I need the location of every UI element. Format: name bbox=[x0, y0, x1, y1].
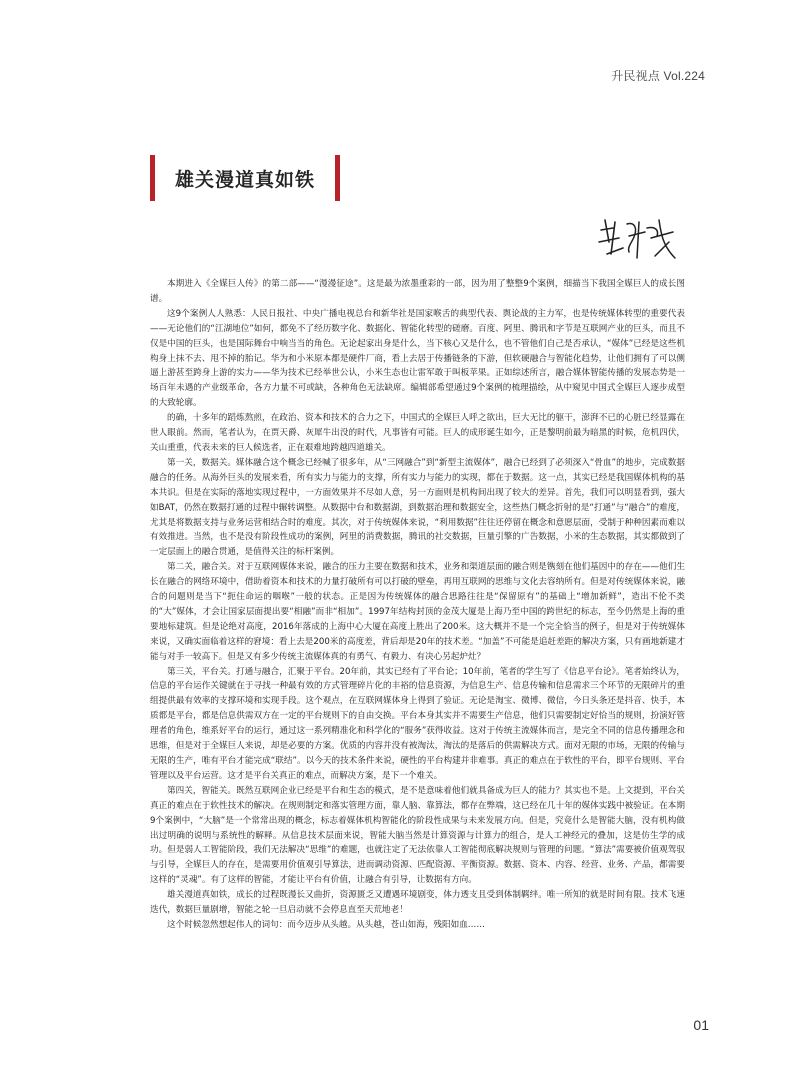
paragraph: 这个时候忽然想起伟人的词句：而今迈步从头越。从头越，苍山如海，残阳如血…… bbox=[167, 919, 485, 930]
article-body bbox=[150, 277, 685, 933]
page-number: 01 bbox=[693, 1017, 709, 1033]
paragraph: 这9个案例人人熟悉：人民日报社、中央广播电视总台和新华社是国家喉舌的典型代表、舆论战的主力军，也是传统媒体转型的重要代表——无论他们的“江湖地位”如何，都免不了经历数字化、数据化、智能化转型的磋磨。百度、阿里、腾讯和字节是互联网产业的巨头，而且不仅是中国的巨头，也是国际舞台中响当当的角色。无论起家出身是什么，当下核心又是什么，也不管他们自己是否承认，“媒体”已经是这些机构身上抹不去、甩不掉的胎记。华为和小米原本都是硬件厂商，看上去居于传播链条的下游，但软硬融合与智能化趋势，让他们拥有了可以侧逼上游甚至跨身上游的实力——华为技术已经举世公认，小米生态也让雷军敢于叫板苹果。正如综述所言，融合媒体智能传播的发展态势是一场百年未遇的产业级革命，各方力量不可或缺，各种角色无法缺席。编辑部希望通过9个案例的梳理描绘，从中窥见中国式全媒巨人逐步成型的大致轮廓。 bbox=[150, 308, 685, 409]
column-volume-header: 升民视点 Vol.224 bbox=[611, 69, 705, 83]
paragraph: 第四关，智能关。既然互联网企业已经是平台和生态的模式，是不是意味着他们就具备成为巨人的能力？其实也不是。上文提到，平台关真正的难点在于软性技术的解决。在规则制定和落实管理方面，靠人脑、靠算法，都存在弊端，这已经在几十年的媒体实践中被验证。在本期9个案例中，“大脑”是一个常常出现的概念，标志着媒体机构智能化的阶段性成果与未来发展方向。但是，究竟什么是智能大脑，没有机构做出过明确的说明与系统性的解释。从信息技术层面来说，智能大脑当然是计算资源与计算力的组合，是人工神经元的叠加，这是仿生学的成功。但是弱人工智能阶段，我们无法解决“思维”的难题，也就注定了无法依靠人工智能彻底解决规则与管理的问题。“算法”需要被价值观驾驭与引导，全媒巨人的存在，是需要用价值观引导算法，进而调动资源、匹配资源、平衡资源。数据、资本、内容、经营、业务、产品，都需要这样的“灵魂”。有了这样的智能，才能让平台有价值，让融合有引导，让数据有方向。 bbox=[150, 785, 685, 886]
paragraph: 雄关漫道真如铁，成长的过程既漫长又曲折，资源匮乏又遭遇环境剧变，体力透支且受到体制羁绊。唯一所知的就是时间有限。技术飞速迭代，数据巨量剧增，智能之轮一旦启动就不会停息直至天荒地老！ bbox=[150, 890, 685, 916]
paragraph: 的确，十多年的蹈炼熬煎，在政治、资本和技术的合力之下，中国式的全媒巨人呼之欲出，巨大无比的躯干，澎湃不已的心脏已经显露在世人眼前。然而，笔者认为，在贾天爵、灰犀牛出没的时代，凡事皆有可能。巨人的成形诞生如今，正是黎明前最为暗黑的时候，危机四伏，关山重重，代表未来的巨人候选者，正在艰难地跨越四道雄关。 bbox=[150, 413, 685, 453]
paragraph: 第一关，数据关。媒体融合这个概念已经喊了很多年，从“三网融合”到“新型主流媒体”，融合已经到了必须深入“骨血”的地步，完成数据融合的任务。从海外巨头的发展来看，所有实力与能力的支撑，所有实力与能力的实现，都在于数据。这一点，其实已经是我国媒体机构的基本共识。但是在实际的落地实现过程中，一方面效果并不尽如人意，另一方面则是机构间出现了较大的差异。首先，我们可以明显看到，强大如BAT，仍然在数据打通的过程中辗转调整。从数据中台和数据湖，到数据治理和数据安全，这些热门概念折射的是“打通”与“融合”的难度，尤其是将数据支持与业务运营相结合时的难度。其次，对于传统媒体来说，“利用数据”往往还停留在概念和意愿层面，受制于种种因素而难以有效推进。当然，也不是没有阶段性成功的案例，阿里的消费数据，腾讯的社交数据，巨量引擎的广告数据，小米的生态数据，其实都做到了一定层面上的融合贯通，是值得关注的标杆案例。 bbox=[150, 457, 685, 558]
paragraph: 本期进入《全媒巨人传》的第二部——“漫漫征途”。这是最为浓墨重彩的一部，因为用了整整9个案例，细描当下我国全媒巨人的成长图谱。 bbox=[150, 279, 685, 304]
author-signature bbox=[593, 208, 683, 268]
paragraph: 第二关，融合关。对于互联网媒体来说，融合的压力主要在数据和技术，业务和渠道层面的融合则是镌刻在他们基因中的存在——他们生长在融合的网络环境中，借助着资本和技术的力量打破所有可以打破的壁垒，再用互联网的思维与文化去容纳所有。但是对传统媒体来说，融合的问题则是当下“扼住命运的咽喉”一般的状态。正是因为传统媒体的融合思路往往是“保留原有”的基础上“增加新鲜”，造出不伦不类的“大”媒体，才会让国家层面提出要“相融”而非“相加”。1997年结构封顶的金茂大厦是上海乃至中国的跨世纪的标志，至今仍然是上海的重要地标建筑。但是论绝对高度，2016年落成的上海中心大厦在高度上胜出了200米。这大概并不是一个完全恰当的例子，但是对于传统媒体来说，又确实面临着这样的窘境：看上去是200米的高度差，背后却是20年的技术差。“加盖”不可能是追赶差距的解决方案，只有画地新建才能与对手一较高下。但是又有多少传统主流媒体真的有勇气、有毅力、有决心另起炉灶？ bbox=[150, 562, 685, 662]
article-title-block bbox=[150, 155, 340, 201]
article-title: 雄关漫道真如铁 bbox=[175, 168, 316, 191]
paragraph: 第三关，平台关。打通与融合，汇聚于平台。20年前，其实已经有了平台论；10年前，笔者的学生写了《信息平台论》。笔者始终认为，信息的平台运作关键就在于寻找一种最有效的方式管理碎片化的丰裕的信息资源，为信息生产、信息传输和信息需求三个环节的无限碎片的重组提供最有效率的支撑环境和实现手段。这个观点，在互联网媒体身上得到了验证。无论是淘宝、微博、微信，今日头条还是抖音、快手，本质都是平台，都是信息供需双方在一定的平台规则下的自由交换。平台本身其实并不需要生产信息，他们只需要制定好恰当的规则，扮演好管理者的角色，维系好平台的运行，通过这一系列精准化和科学化的“服务”获得收益。这对于传统主流媒体而言，是完全不同的信息传播理念和思维，但是对于全媒巨人来说，却是必要的方案。优质的内容并没有被淘汰，淘汰的是落后的供需解决方式。面对无限的市场，无限的传输与无限的生产，唯有平台才能完成“联结”。以今天的技术条件来说，硬性的平台构建并非难事。真正的难点在于软性的平台，即平台规则、平台管理以及平台运营。这才是平台关真正的难点，而解决方案，是下一个难关。 bbox=[150, 666, 685, 781]
